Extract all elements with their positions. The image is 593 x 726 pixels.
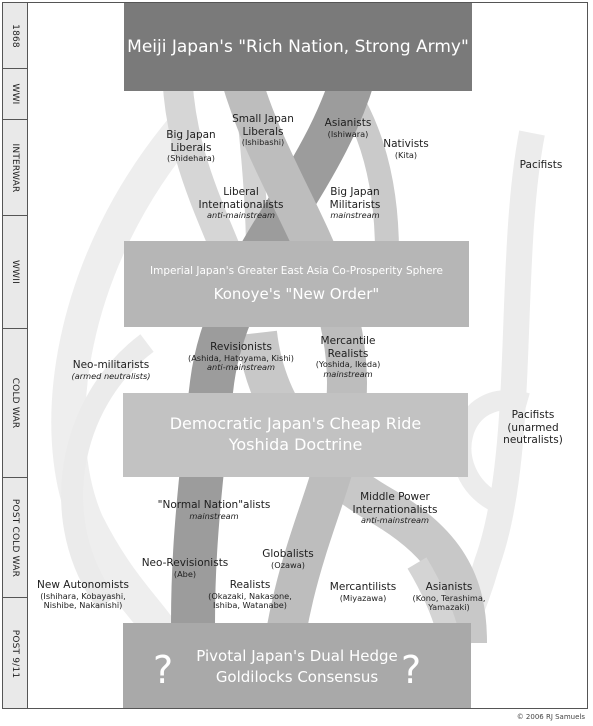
era-post-cold-war (3, 478, 27, 598)
band-imperial-subtitle: Konoye's "New Order" (213, 285, 380, 303)
band-democratic-title: Democratic Japan's Cheap Ride (169, 414, 422, 434)
copyright: © 2006 RJ Samuels (516, 713, 585, 721)
era-wwii (3, 216, 27, 329)
band-democratic (123, 393, 468, 477)
label-globalists: Globalists (Ozawa) (262, 548, 314, 570)
era-interwar (3, 120, 27, 216)
era-label: INTERWAR (10, 143, 20, 192)
label-liberal-internationalists: Liberal Internationalists anti-mainstream (198, 186, 284, 221)
era-label: WWII (10, 260, 20, 284)
label-big-japan-militarists: Big Japan Militarists mainstream (329, 186, 381, 221)
era-1868 (3, 3, 27, 69)
era-label: WWI (10, 83, 20, 105)
label-asianists-post: Asianists (Kono, Terashima, Yamazaki) (412, 581, 486, 613)
label-nativists: Nativists (Kita) (383, 138, 429, 160)
band-meiji-title: Meiji Japan's "Rich Nation, Strong Army" (127, 37, 469, 57)
label-normal-nationalists: "Normal Nation"alists mainstream (157, 499, 271, 521)
band-imperial-title: Imperial Japan's Greater East Asia Co-Prosperity Sphere (150, 265, 443, 277)
band-pivotal-title: Pivotal Japan's Dual Hedge (196, 647, 398, 666)
era-cold-war (3, 329, 27, 478)
label-neo-militarists: Neo-militarists (armed neutralists) (71, 359, 151, 381)
label-pacifists-cold-war: Pacifists (unarmed neutralists) (503, 409, 563, 447)
question-mark-right: ? (401, 648, 422, 692)
era-label: POST 9/11 (10, 629, 20, 679)
label-small-japan-liberals: Small Japan Liberals (Ishibashi) (232, 113, 294, 148)
era-post-911 (3, 598, 27, 709)
era-label: COLD WAR (10, 377, 20, 429)
label-middle-power: Middle Power Internationalists anti-mainstream (352, 491, 438, 526)
diagram-frame (2, 2, 588, 709)
era-sidebar (3, 3, 28, 708)
era-wwi (3, 69, 27, 120)
era-label: 1868 (10, 23, 20, 48)
label-neo-revisionists: Neo-Revisionists (Abe) (141, 557, 229, 579)
label-big-japan-liberals: Big Japan Liberals (Shidehara) (166, 129, 216, 164)
question-mark-left: ? (153, 648, 174, 692)
label-realists: Realists (Okazaki, Nakasone, Ishiba, Watanabe) (208, 579, 292, 611)
label-revisionists: Revisionists (Ashida, Hatoyama, Kishi) anti-mainstream (188, 341, 294, 373)
band-democratic-subtitle: Yoshida Doctrine (228, 435, 363, 454)
era-label: POST COLD WAR (10, 498, 20, 577)
band-imperial (124, 241, 469, 327)
label-asianists-interwar: Asianists (Ishiwara) (324, 117, 372, 139)
band-meiji (124, 3, 472, 91)
label-new-autonomists: New Autonomists (Ishihara, Kobayashi, Nishibe, Nakanishi) (37, 579, 129, 611)
band-pivotal-subtitle: Goldilocks Consensus (215, 667, 379, 686)
label-pacifists-interwar: Pacifists (519, 159, 563, 171)
label-mercantile-realists: Mercantile Realists (Yoshida, Ikeda) mainstream (315, 335, 381, 380)
label-mercantilists: Mercantilists (Miyazawa) (329, 581, 397, 603)
